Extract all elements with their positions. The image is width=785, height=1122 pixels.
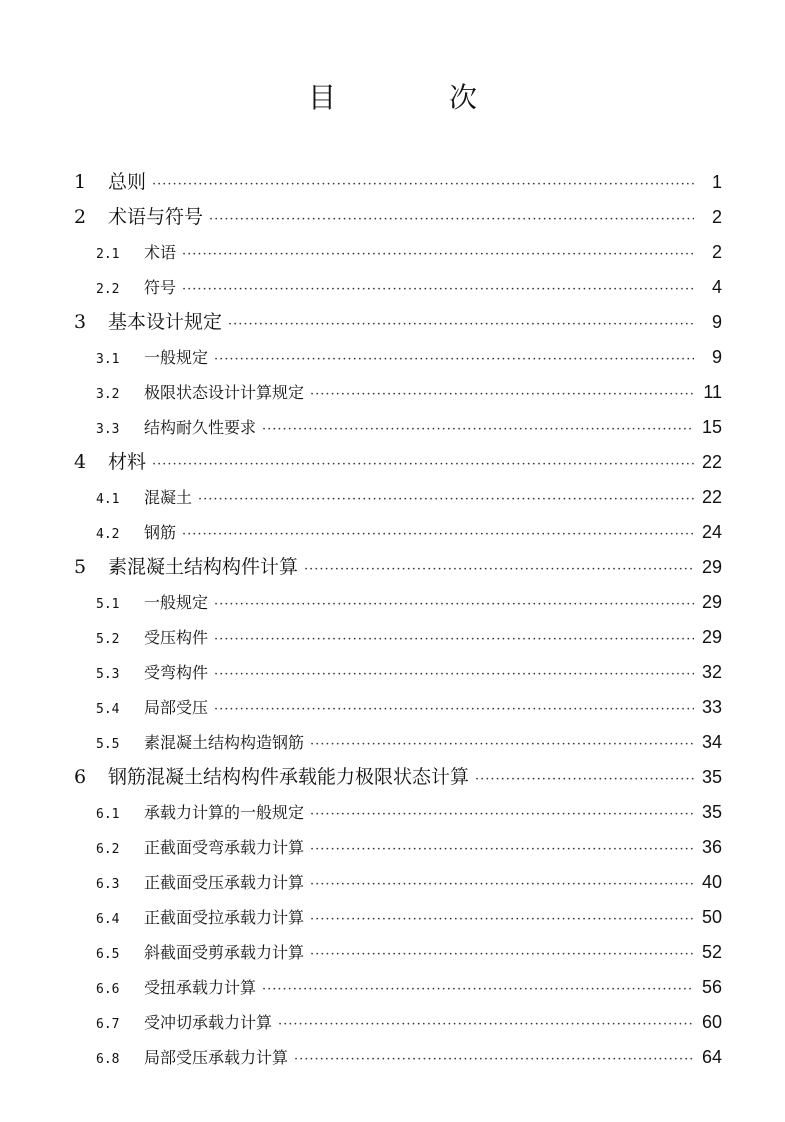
toc-entry-number: 6.4 [96,912,120,927]
toc-entry-number: 6.1 [96,807,120,822]
toc-entry-page: 52 [701,942,722,962]
toc-dot-leader [310,797,694,832]
toc-entry-title: 符号 [144,278,177,297]
toc-section-entry[interactable] [74,690,722,725]
toc-entry-page: 34 [701,732,722,752]
toc-entry-number: 6.6 [96,982,120,997]
toc-section-entry[interactable] [74,340,722,375]
toc-entry-title: 正截面受拉承载力计算 [144,908,305,927]
toc-entry-number: 5.2 [96,632,120,647]
toc-entry-title: 受冲切承载力计算 [144,1013,273,1032]
toc-section-entry[interactable] [74,1005,722,1040]
toc-entry-page: 35 [701,767,722,787]
toc-section-entry[interactable] [74,270,722,305]
toc-entry-number: 2.1 [96,247,120,262]
toc-entry-page: 50 [701,907,722,927]
toc-entry-page: 36 [701,837,722,857]
toc-section-entry[interactable] [74,725,722,760]
toc-entry-number: 5.5 [96,737,120,752]
toc-entry-title: 局部受压承载力计算 [144,1048,289,1067]
toc-dot-leader [310,937,694,972]
toc-entry-number: 6.7 [96,1017,120,1032]
toc-entry-title: 基本设计规定 [108,311,223,333]
toc-entry-number: 3.2 [96,387,120,402]
toc-entry-number: 3.3 [96,422,120,437]
toc-entry-page: 60 [701,1012,722,1032]
toc-dot-leader [262,972,694,1007]
toc-entry-title: 正截面受压承载力计算 [144,873,305,892]
toc-chapter-entry[interactable] [74,165,722,200]
toc-section-entry[interactable] [74,585,722,620]
toc-entry-page: 35 [701,802,722,822]
toc-chapter-entry[interactable] [74,445,722,480]
toc-entry-number: 6 [74,766,87,788]
toc-dot-leader [182,517,694,552]
toc-dot-leader [214,657,694,692]
toc-chapter-entry[interactable] [74,550,722,585]
toc-dot-leader [310,902,694,937]
table-of-contents [74,165,722,1075]
toc-entry-title: 混凝土 [144,488,193,507]
toc-entry-page: 56 [701,977,722,997]
toc-entry-title: 总则 [108,171,147,193]
toc-entry-page: 11 [703,382,722,402]
toc-chapter-entry[interactable] [74,305,722,340]
toc-section-entry[interactable] [74,480,722,515]
toc-entry-page: 9 [711,347,722,367]
toc-dot-leader [198,482,694,517]
toc-dot-leader [475,762,694,797]
toc-entry-page: 40 [701,872,722,892]
toc-entry-page: 22 [701,452,722,472]
toc-dot-leader [294,1042,694,1077]
toc-entry-number: 2.2 [96,282,120,297]
toc-entry-number: 5.3 [96,667,120,682]
toc-section-entry[interactable] [74,620,722,655]
toc-entry-number: 5.4 [96,702,120,717]
toc-dot-leader [310,867,694,902]
toc-dot-leader [182,272,694,307]
toc-section-entry[interactable] [74,1040,722,1075]
toc-entry-title: 材料 [108,451,147,473]
toc-entry-number: 5 [74,556,87,578]
toc-entry-title: 极限状态设计计算规定 [144,383,305,402]
toc-entry-page: 22 [701,487,722,507]
toc-dot-leader [310,377,694,412]
toc-section-entry[interactable] [74,235,722,270]
toc-dot-leader [209,202,694,237]
toc-entry-page: 32 [701,662,722,682]
toc-section-entry[interactable] [74,410,722,445]
toc-section-entry[interactable] [74,375,722,410]
toc-entry-page: 29 [701,592,722,612]
toc-entry-page: 1 [711,172,722,192]
toc-dot-leader [278,1007,694,1042]
toc-entry-number: 6.5 [96,947,120,962]
toc-dot-leader [228,307,694,342]
toc-entry-title: 钢筋混凝土结构构件承载能力极限状态计算 [108,766,470,788]
toc-entry-title: 钢筋 [144,523,177,542]
toc-entry-title: 受弯构件 [144,663,209,682]
toc-entry-title: 受扭承载力计算 [144,978,257,997]
toc-chapter-entry[interactable] [74,200,722,235]
toc-section-entry[interactable] [74,830,722,865]
toc-section-entry[interactable] [74,935,722,970]
toc-dot-leader [214,587,694,622]
toc-entry-number: 2 [74,206,87,228]
toc-entry-page: 33 [701,697,722,717]
toc-entry-title: 一般规定 [144,593,209,612]
toc-entry-page: 29 [701,557,722,577]
toc-section-entry[interactable] [74,970,722,1005]
toc-chapter-entry[interactable] [74,760,722,795]
toc-entry-title: 素混凝土结构构造钢筋 [144,733,305,752]
toc-entry-page: 15 [701,417,722,437]
page-title: 目 次 [308,81,529,114]
toc-section-entry[interactable] [74,795,722,830]
toc-entry-number: 3 [74,311,87,333]
toc-entry-title: 术语 [144,243,177,262]
toc-dot-leader [152,447,694,482]
toc-entry-number: 4.2 [96,527,120,542]
toc-dot-leader [262,412,694,447]
toc-entry-number: 5.1 [96,597,120,612]
toc-dot-leader [310,832,694,867]
toc-section-entry[interactable] [74,655,722,690]
toc-entry-title: 承载力计算的一般规定 [144,803,305,822]
toc-entry-title: 斜截面受剪承载力计算 [144,943,305,962]
toc-entry-number: 6.8 [96,1052,120,1067]
toc-dot-leader [214,622,694,657]
toc-entry-number: 3.1 [96,352,120,367]
toc-entry-page: 2 [711,242,722,262]
toc-entry-page: 24 [701,522,722,542]
toc-dot-leader [304,552,694,587]
toc-section-entry[interactable] [74,865,722,900]
toc-entry-page: 29 [701,627,722,647]
toc-dot-leader [152,167,694,202]
toc-section-entry[interactable] [74,515,722,550]
toc-entry-number: 6.2 [96,842,120,857]
toc-entry-page: 64 [701,1047,722,1067]
toc-entry-number: 6.3 [96,877,120,892]
toc-entry-number: 4 [74,451,87,473]
toc-entry-number: 4.1 [96,492,120,507]
toc-entry-page: 4 [711,277,722,297]
toc-dot-leader [214,692,694,727]
toc-entry-page: 2 [711,207,722,227]
toc-entry-title: 一般规定 [144,348,209,367]
toc-entry-number: 1 [74,171,87,193]
toc-entry-title: 正截面受弯承载力计算 [144,838,305,857]
toc-section-entry[interactable] [74,900,722,935]
toc-dot-leader [310,727,694,762]
toc-entry-title: 受压构件 [144,628,209,647]
toc-entry-title: 结构耐久性要求 [144,418,257,437]
toc-entry-title: 局部受压 [144,698,209,717]
toc-entry-title: 术语与符号 [108,206,204,228]
toc-dot-leader [182,237,694,272]
toc-entry-page: 9 [711,312,722,332]
toc-entry-title: 素混凝土结构构件计算 [108,556,299,578]
toc-dot-leader [214,342,694,377]
